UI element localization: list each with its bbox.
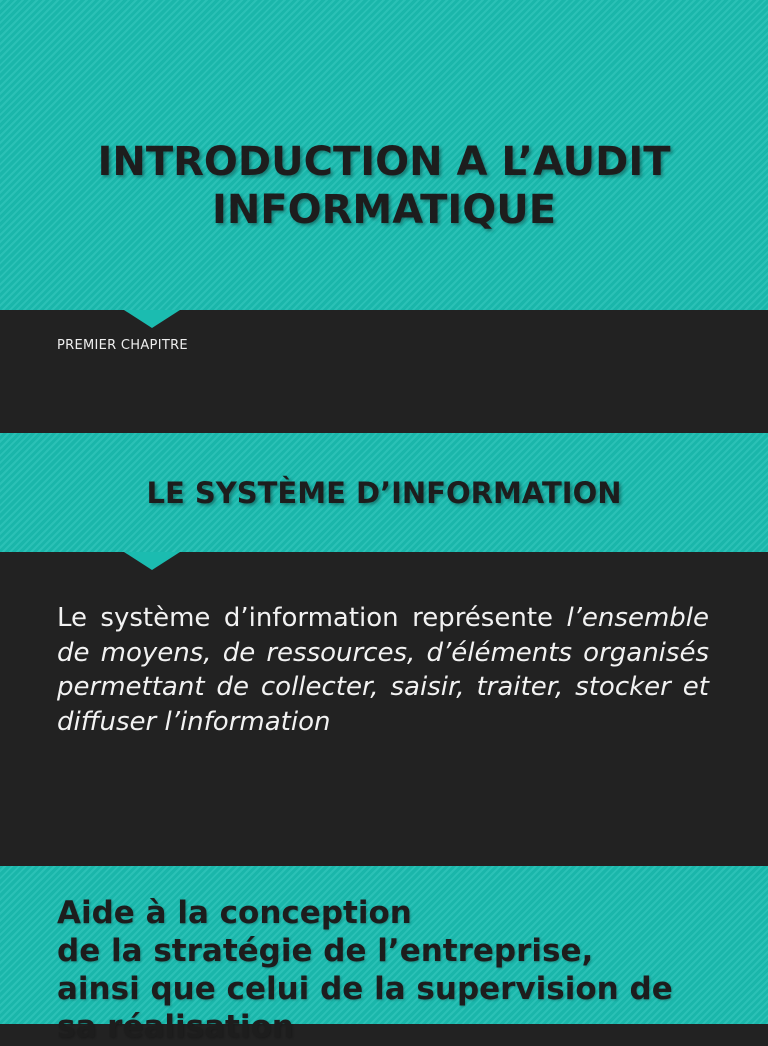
- slide3-line-4: sa réalisation: [57, 1009, 294, 1045]
- slide1-subtitle-band: [0, 310, 768, 433]
- slide2-title: LE SYSTÈME D’INFORMATION: [146, 476, 622, 510]
- slide2-notch-divider: [124, 552, 180, 570]
- slide2-body-text: [57, 601, 709, 739]
- slide1-subtitle: PREMIER CHAPITRE: [57, 338, 188, 353]
- slide1-title-band: [0, 0, 768, 310]
- slide1-title: [40, 138, 728, 234]
- slide3-line-1: Aide à la conception: [57, 895, 412, 931]
- slide1-title-line1: INTRODUCTION A L’AUDIT: [97, 139, 671, 185]
- slide2-body-italic: l’ensemble de moyens, de ressources, d’éléments organisés permettant de collecter, saisir, traiter, stocker et diffuser l’information: [57, 603, 709, 737]
- slide2-body-plain: Le système d’information représente: [57, 603, 567, 633]
- slide3-line-2: de la stratégie de l’entreprise,: [57, 933, 594, 969]
- slide1-title-line2: INFORMATIQUE: [211, 187, 557, 233]
- slide2-title-band: [0, 433, 768, 552]
- slide3-text: [57, 894, 737, 1046]
- slide1-notch-divider: [124, 310, 180, 328]
- slide3-line-3: ainsi que celui de la supervision de: [57, 971, 673, 1007]
